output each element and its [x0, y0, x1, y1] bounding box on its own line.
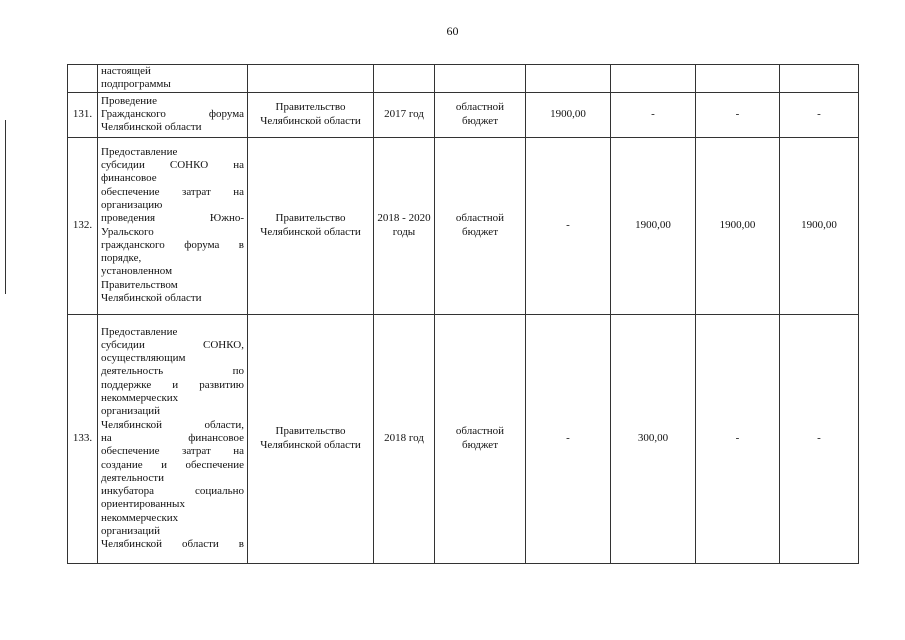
funding-source-cell	[435, 65, 526, 93]
period-cell: 2017 год	[374, 92, 435, 137]
period-cell: 2018 - 2020 годы	[374, 137, 435, 314]
funding-source-cell: областной бюджет	[435, 137, 526, 314]
row-number	[68, 65, 98, 93]
margin-rule	[5, 120, 6, 294]
measure-description: настоящей подпрограммы	[98, 65, 248, 93]
funding-source-cell: областной бюджет	[435, 92, 526, 137]
amount-cell-4: -	[780, 92, 859, 137]
amount-cell-1	[526, 65, 611, 93]
executor-cell: Правительство Челябинской области	[248, 92, 374, 137]
amount-cell-3: -	[696, 92, 780, 137]
table-row	[68, 92, 859, 137]
executor-cell: Правительство Челябинской области	[248, 137, 374, 314]
period-cell	[374, 65, 435, 93]
page-number: 60	[446, 24, 459, 38]
row-number: 133.	[68, 314, 98, 563]
period-cell: 2018 год	[374, 314, 435, 563]
amount-cell-3: -	[696, 314, 780, 563]
amount-cell-2: 300,00	[611, 314, 696, 563]
amount-cell-2	[611, 65, 696, 93]
amount-cell-1: -	[526, 137, 611, 314]
amount-cell-2: 1900,00	[611, 137, 696, 314]
table-row	[68, 314, 859, 563]
table-row	[68, 137, 859, 314]
table-row	[68, 65, 859, 93]
executor-cell	[248, 65, 374, 93]
amount-cell-3: 1900,00	[696, 137, 780, 314]
row-number: 132.	[68, 137, 98, 314]
measure-description: Проведение Гражданского форума Челябинской области	[98, 92, 248, 137]
amount-cell-1: 1900,00	[526, 92, 611, 137]
row-number: 131.	[68, 92, 98, 137]
amount-cell-4	[780, 65, 859, 93]
executor-cell: Правительство Челябинской области	[248, 314, 374, 563]
program-measures-table	[67, 64, 859, 564]
amount-cell-2: -	[611, 92, 696, 137]
amount-cell-4: -	[780, 314, 859, 563]
funding-source-cell: областной бюджет	[435, 314, 526, 563]
amount-cell-1: -	[526, 314, 611, 563]
amount-cell-4: 1900,00	[780, 137, 859, 314]
amount-cell-3	[696, 65, 780, 93]
measure-description: Предоставление субсидии СОНКО на финансовое обеспечение затрат на организацию проведения Южно- Уральского гражданского форума в порядке, установленном Правительством Челябинской области	[98, 137, 248, 314]
measure-description: Предоставление субсидии СОНКО, осуществляющим деятельность по поддержке и развитию некоммерческих организаций Челябинской области, на финансовое обеспечение затрат на создание и обеспечение деятельности инкубатора социально ориентированных некоммерческих организаций Челябинской области в	[98, 314, 248, 563]
